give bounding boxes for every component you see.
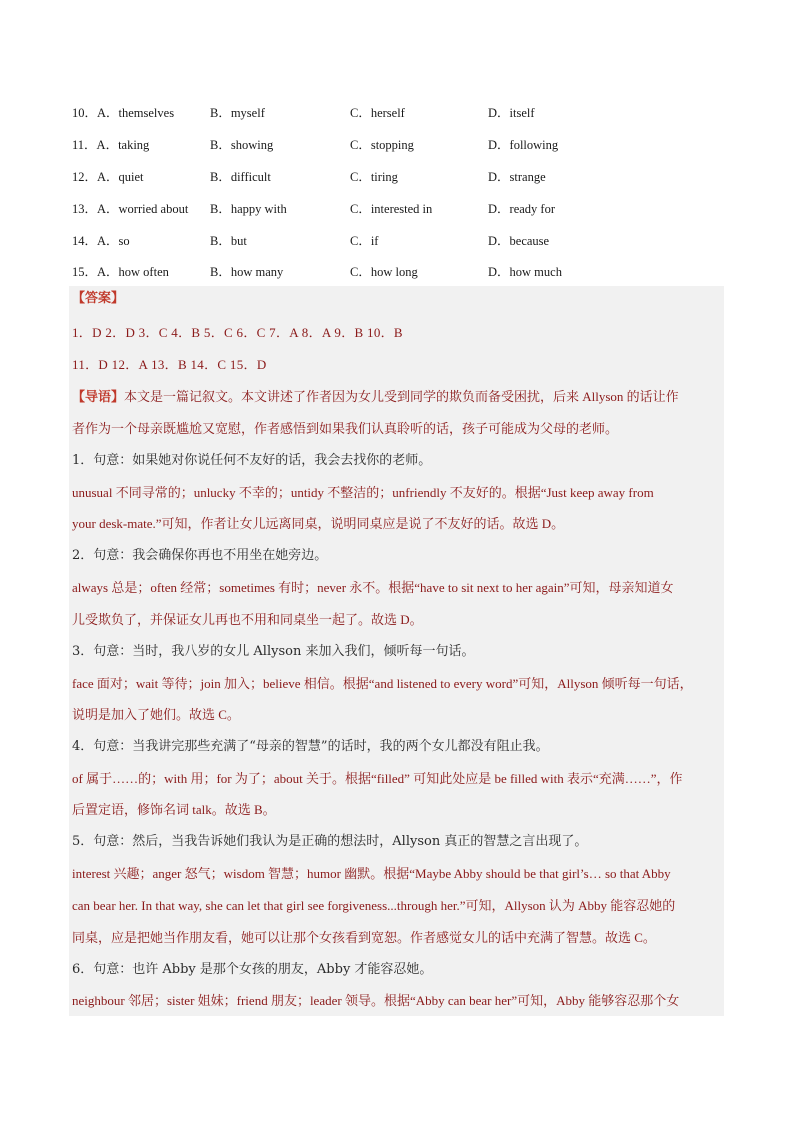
explanation-line: unusual 不同寻常的；unlucky 不幸的；untidy 不整洁的；unfriendly 不友好的。根据“Just keep away from — [72, 485, 654, 500]
explanation-line: 儿受欺负了，并保证女儿再也不用和同桌坐一起了。故选 D。 — [72, 612, 423, 627]
explanation-line: can bear her. In that way, she can let that girl see forgiveness...through her.”可知，Allyson 认为 Abby 能容忍她的 — [72, 898, 676, 913]
explanation-line: your desk-mate.”可知，作者让女儿远离同桌，说明同桌应是说了不友好的话。故选 D。 — [72, 516, 565, 531]
guide-line-2: 者作为一个母亲既尴尬又宽慰，作者感悟到如果我们认真聆听的话，孩子可能成为父母的老师。 — [72, 421, 619, 436]
answer-heading-line — [72, 287, 724, 311]
option-b: B．difficult — [210, 170, 271, 184]
option-d: D．ready for — [488, 202, 555, 216]
guide-text: 本文是一篇记叙文。本文讲述了作者因为女儿受到同学的欺负而备受困扰，后来 Allyson 的话让作 — [124, 389, 679, 404]
option-c: C．herself — [350, 106, 405, 120]
option-c: C．interested in — [350, 202, 433, 216]
explanation-line: interest 兴趣；anger 怒气；wisdom 智慧；humor 幽默。根据“Maybe Abby should be that girl’s… so that Abby — [72, 866, 671, 881]
option-d: D．itself — [488, 106, 535, 120]
option-b: B．showing — [210, 138, 274, 152]
option-c: C．stopping — [350, 138, 414, 152]
option-a: 13．A．worried about — [72, 202, 189, 216]
answers-line-2: 11．D 12．A 13．B 14．C 15．D — [72, 357, 267, 372]
option-a: 15．A．how often — [72, 265, 169, 279]
explanation-line: of 属于……的；with 用；for 为了；about 关于。根据“filled” 可知此处应是 be filled with 表示“充满……”，作 — [72, 771, 683, 786]
guide-label: 【导语】 — [72, 390, 125, 405]
option-c: C．tiring — [350, 170, 398, 184]
option-b: B．happy with — [210, 202, 287, 216]
option-a: 14．A．so — [72, 234, 130, 248]
explanation-line: 1．句意：如果她对你说任何不友好的话，我会去找你的老师。 — [72, 453, 432, 468]
explanation-line: 6．句意：也许 Abby 是那个女孩的朋友，Abby 才能容忍她。 — [72, 962, 433, 977]
option-c: C．if — [350, 234, 379, 248]
explanation-line: 4．句意：当我讲完那些充满了“母亲的智慧”的话时，我的两个女儿都没有阻止我。 — [72, 739, 549, 754]
explanation-line: neighbour 邻居；sister 姐妹；friend 朋友；leader 领导。根据“Abby can bear her”可知，Abby 能够容忍那个女 — [72, 993, 680, 1008]
option-a: 12．A．quiet — [72, 170, 144, 184]
explanation-line: 说明是加入了她们。故选 C。 — [72, 707, 240, 722]
option-a: 11．A．taking — [72, 138, 150, 152]
explanation-line: 3．句意：当时，我八岁的女儿 Allyson 来加入我们，倾听每一句话。 — [72, 644, 475, 659]
explanation-line: 后置定语，修饰名词 talk。故选 B。 — [72, 802, 276, 817]
option-d: D．strange — [488, 170, 546, 184]
explanation-line: always 总是；often 经常；sometimes 有时；never 永不。根据“have to sit next to her again”可知，母亲知道女 — [72, 580, 674, 595]
option-b: B．how many — [210, 265, 284, 279]
option-a: 10．A．themselves — [72, 106, 175, 120]
option-d: D．how much — [488, 265, 562, 279]
answer-heading: 【答案】 — [72, 291, 125, 306]
explanation-line: 2．句意：我会确保你再也不用坐在她旁边。 — [72, 548, 328, 563]
answers-line-1: 1．D 2．D 3．C 4．B 5．C 6．C 7．A 8．A 9．B 10．B — [72, 325, 403, 340]
explanation-line: 同桌，应是把她当作朋友看，她可以让那个女孩看到宽恕。作者感觉女儿的话中充满了智慧。故选 C。 — [72, 930, 656, 945]
option-b: B．myself — [210, 106, 265, 120]
option-d: D．following — [488, 138, 559, 152]
option-c: C．how long — [350, 265, 418, 279]
guide-line-1 — [72, 385, 724, 409]
option-b: B．but — [210, 234, 247, 248]
explanation-line: face 面对；wait 等待；join 加入；believe 相信。根据“and listened to every word”可知，Allyson 倾听每一句话， — [72, 676, 693, 691]
option-d: D．because — [488, 234, 550, 248]
explanation-line: 5．句意：然后，当我告诉她们我认为是正确的想法时，Allyson 真正的智慧之言出现了。 — [72, 834, 588, 849]
